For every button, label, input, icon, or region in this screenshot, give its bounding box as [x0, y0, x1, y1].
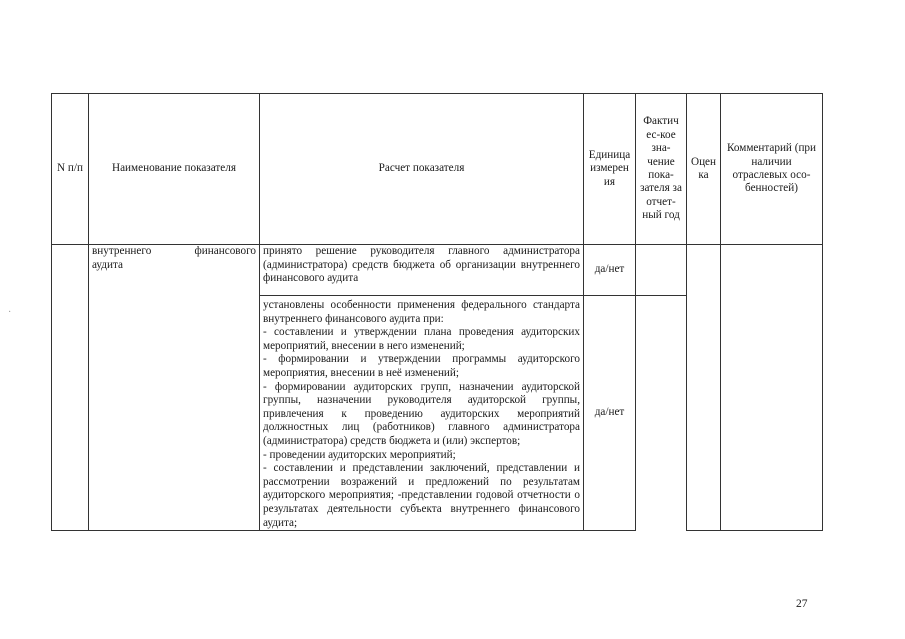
row-name-word: внутреннего	[92, 245, 152, 257]
header-fact: Фактич ес-кое зна- чение пока- зателя за отчет- ный год	[636, 94, 687, 245]
row-unit-1: да/нет	[584, 245, 636, 296]
calc-line: - формировании и утверждении программы аудиторского мероприятия, внесении в неё изменений;	[263, 353, 580, 379]
header-comment: Комментарий (при наличии отраслевых осо- бенностей)	[721, 94, 823, 245]
calc-line: - составлении и представлении заключений, представлении и рассмотрении возражений и предложений по результатам аудиторского мероприятия; -представлении годовой отчетности о результатах деятельности субъекта внутреннего финансового аудита;	[263, 462, 580, 529]
row-calc-2	[260, 296, 584, 531]
header-score: Оцен ка	[687, 94, 721, 245]
calc-line: установлены особенности применения федерального стандарта внутреннего финансового аудита при:	[263, 299, 580, 325]
row-num-cell	[52, 245, 89, 531]
row-comment-cell	[721, 245, 823, 531]
header-calc: Расчет показателя	[260, 94, 584, 245]
calc-line: - формировании аудиторских групп, назначении аудиторской группы, назначении руководителя аудиторской группы, привлечения к проведению аудиторских мероприятий должностных лиц (работников) главного администратора (администратора) средств бюджета и (или) экспертов;	[263, 380, 580, 447]
row-fact-1	[636, 245, 687, 296]
row-name-word: финансового	[194, 245, 256, 257]
row-unit-2: да/нет	[584, 296, 636, 531]
table-header-row	[52, 94, 823, 245]
page-number: 27	[796, 598, 808, 610]
calc-line: - составлении и утверждении плана проведения аудиторских мероприятий, внесении в него изменений;	[263, 326, 580, 352]
row-score-cell	[687, 245, 721, 531]
calc-line: - проведении аудиторских мероприятий;	[263, 448, 456, 461]
table-row	[52, 245, 823, 296]
indicator-table	[51, 93, 823, 531]
row-name-cell	[89, 245, 260, 531]
margin-mark: ·	[8, 307, 12, 318]
header-name: Наименование показателя	[89, 94, 260, 245]
header-num: N п/п	[52, 94, 89, 245]
row-fact-2	[636, 296, 687, 531]
row-name-word: аудита	[92, 258, 123, 271]
header-unit: Единица измерен ия	[584, 94, 636, 245]
row-calc-1: принято решение руководителя главного администратора (администратора) средств бюджета об организации внутреннего финансового аудита	[260, 245, 584, 296]
